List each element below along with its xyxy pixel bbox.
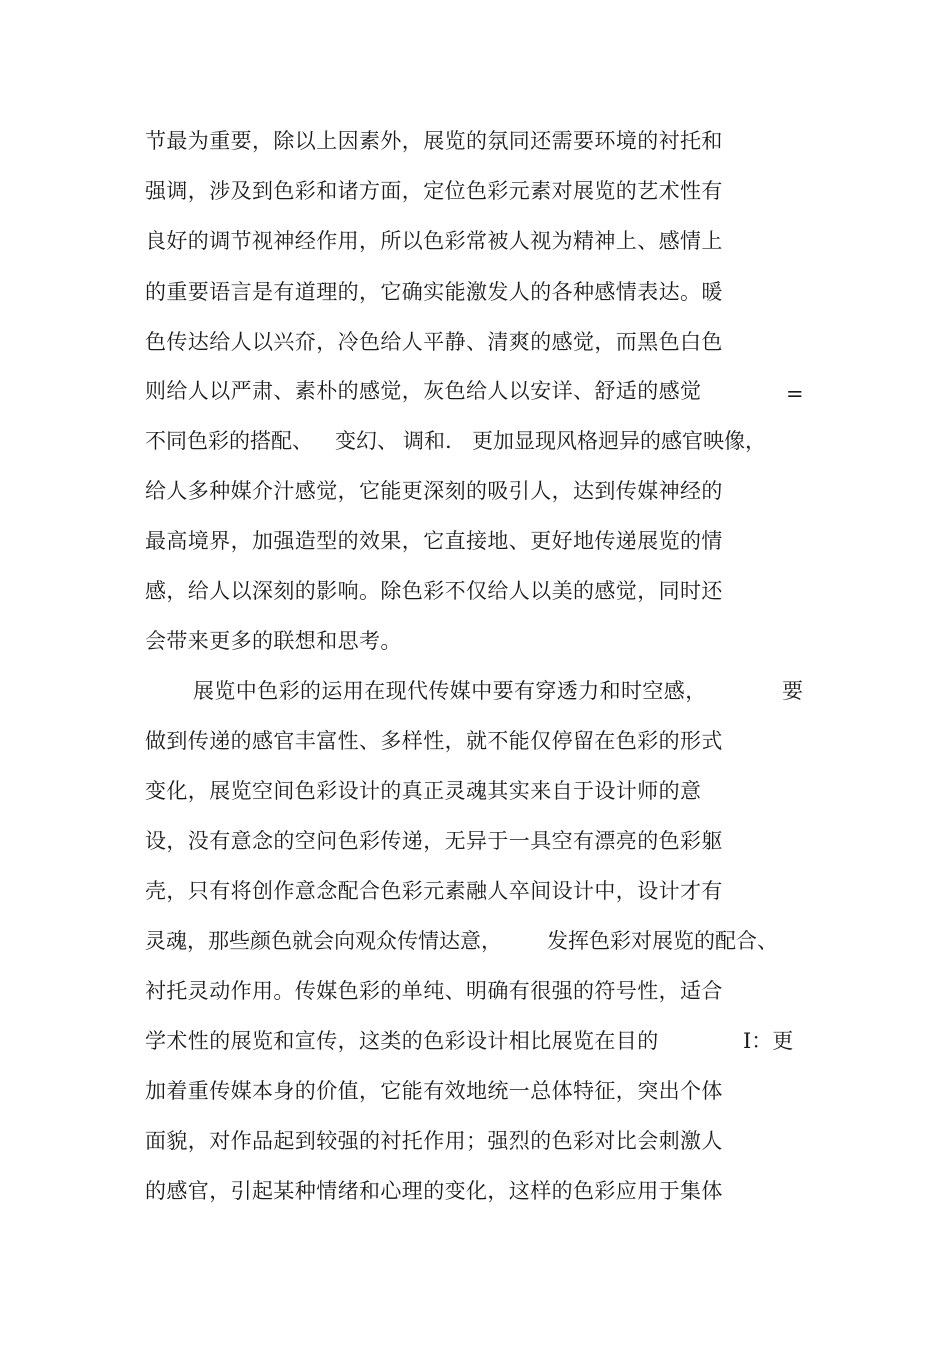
text-line: 会带来更多的联想和思考。 (145, 629, 402, 653)
text-line: 设，没有意念的空问色彩传递，无异于一具空有漂亮的色彩躯 (145, 829, 723, 853)
text-line: 最高境界，加强造型的效果，它直接地、更好地传递展览的情 (145, 529, 723, 553)
text-line: 感，给人以深刻的影响。除色彩不仅给人以美的感觉，同时还 (145, 579, 723, 603)
paragraph-start-line: 展览中色彩的运用在现代传媒中要有穿透力和时空感， (193, 679, 707, 703)
text-line: 强调，涉及到色彩和诸方面，定位色彩元素对展览的艺术性有 (145, 179, 723, 203)
text-line: 色传达给人以兴夼，冷色给人平静、清爽的感觉，而黑色白色 (145, 330, 723, 354)
text-line: 做到传递的感官丰富性、多样性，就不能仅停留在色彩的形式 (145, 729, 723, 753)
equals-mark: = (786, 382, 804, 406)
text-line: 衬托灵动作用。传媒色彩的单纯、明确有很强的符号性，适合 (145, 979, 723, 1003)
text-line: 节最为重要，除以上因素外，展览的氛同还需要环境的衬托和 (145, 129, 723, 153)
text-line: 良好的调节视神经作用，所以色彩常被人视为精神上、感情上 (145, 229, 723, 253)
text-line: 变化，展览空间色彩设计的真正灵魂其实来自于设计师的意 (145, 779, 702, 803)
text-line: 的重要语言是有道理的，它确实能激发人的各种感情表达。暖 (145, 280, 723, 304)
text-line: 加着重传媒本身的价值，它能有效地统一总体特征，突出个体 (145, 1079, 723, 1103)
text-fragment: 调和. (403, 429, 452, 453)
text-fragment: 变幻、 (335, 429, 398, 453)
text-line: 的感官，引起某种情绪和心理的变化，这样的色彩应用于集体 (145, 1179, 723, 1203)
text-line: 给人多种媒介汁感觉，它能更深刻的吸引人，达到传媒神经的 (145, 479, 723, 503)
text-line: 则给人以严肃、素朴的感觉，灰色给人以安详、舒适的感觉 (145, 379, 702, 403)
text-line: 学术性的展览和宣传，这类的色彩设计相比展览在目的 (145, 1029, 659, 1053)
text-fragment: I：更 (743, 1029, 794, 1053)
text-line: 壳，只有将创作意念配合色彩元素融人卒间设计中，设计才有 (145, 879, 723, 903)
text-line: 不同色彩的搭配、 (145, 429, 313, 453)
text-line: 灵魂，那些颜色就会向观众传情达意， (145, 929, 502, 953)
text-line: 面貌，对作品起到较强的衬托作用；强烈的色彩对比会刺激人 (145, 1129, 723, 1153)
text-fragment: 发挥色彩对展览的配合、 (547, 929, 778, 953)
text-fragment: 要 (782, 679, 803, 703)
text-fragment: 更加显现风格迥异的感官映像， (472, 429, 766, 453)
